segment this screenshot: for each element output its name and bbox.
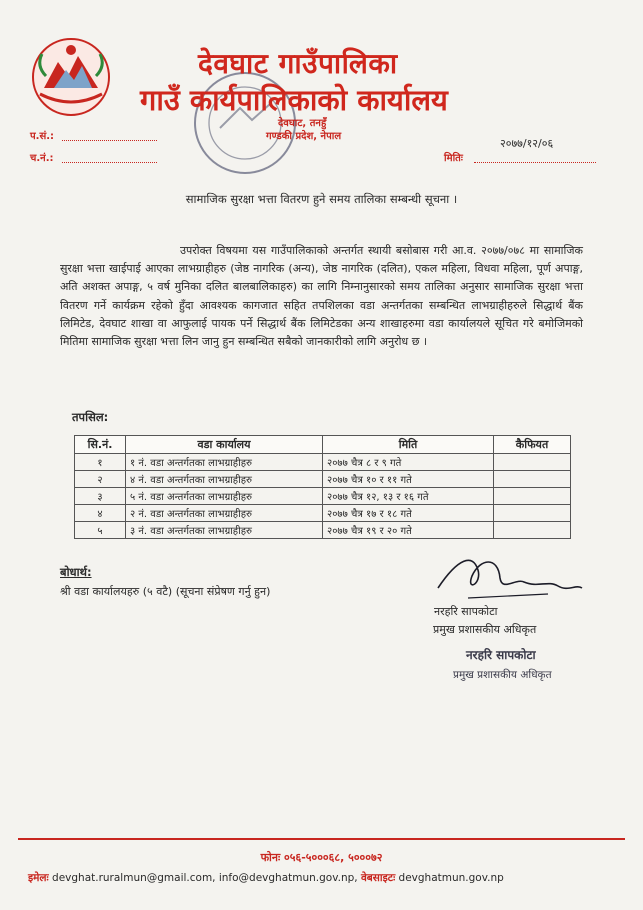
office-title-line1: देवघाट गाउँपालिका [198,47,398,80]
cell-serial: ५ [75,522,126,539]
cell-date: २०७७ चैत्र ८ र ९ गते [323,454,494,471]
nepal-emblem-logo [30,36,112,118]
table-row [75,471,571,488]
cell-serial: १ [75,454,126,471]
header-date: मिति [323,436,494,454]
header-ward-office: वडा कार्यालय [126,436,323,454]
address-line1: देवघाट, तनहुँ [278,118,327,129]
table-heading: तपसिल: [72,410,109,424]
handwritten-signature [428,548,588,606]
signatory-title: प्रमुख प्रशासकीय अधिकृत [433,623,537,636]
cell-ward: २ नं. वडा अन्तर्गतका लाभग्राहीहरु [126,505,323,522]
chalani-dotline [62,162,157,163]
header-serial: सि.नं. [75,436,126,454]
cell-ward: ५ नं. वडा अन्तर्गतका लाभग्राहीहरु [126,488,323,505]
cell-serial: २ [75,471,126,488]
footer-website: devghatmun.gov.np [398,872,504,884]
cell-ward: १ नं. वडा अन्तर्गतका लाभग्राहीहरु [126,454,323,471]
cell-ward: ३ नं. वडा अन्तर्गतका लाभग्राहीहरु [126,522,323,539]
office-title-line2: गाउँ कार्यपालिकाको कार्यालय [140,83,448,117]
body-paragraph-block [60,242,583,351]
cell-date: २०७७ चैत्र १९ र २० गते [323,522,494,539]
cell-serial: ४ [75,505,126,522]
cell-serial: ३ [75,488,126,505]
patra-sankhya-label: प.सं.: [30,131,55,142]
cell-remarks [494,488,571,505]
cell-remarks [494,471,571,488]
schedule-table [74,435,571,539]
body-paragraph: उपरोक्त विषयमा यस गाउँपालिकाको अन्तर्गत स्थायी बसोबास गरी आ.व. २०७७/०७८ मा सामाजिक सुरक्षा भत्ता खाईपाई आएका लाभग्राहीहरु (जेष्ठ नागरिक (अन्य), जेष्ठ नागरिक (दलित), एकल महिला, विधवा महिला, पूर्ण अपाङ्ग, अति अशक्त अपाङ्ग, ५ वर्ष मुनिका दलित बालबालिकाहरु) का लागि निम्नानुसारको समय तालिका अनुसार सामाजिक सुरक्षा भत्ता वितरण गर्ने कार्यक्रम रहेको हुँदा आवश्यक कागजात सहित तपशिलका वडा अन्तर्गतका सम्बन्धित लाभग्राहीहरुले सिद्धार्थ बैंक लिमिटेड, देवघाट शाखा वा आफुलाई पायक पर्ने सिद्धार्थ बैंक लिमिटेडका अन्य शाखाहरुमा वडा कार्यालयले सूचित गरे बमोजिमको मितिमा सामाजिक सुरक्षा भत्ता लिन जानु हुन सम्बन्धित सबैको जानकारीको लागि अनुरोध छ । [60,244,583,349]
bodhartha-heading: बोधार्थ: [60,565,92,579]
stamp-signatory-title: प्रमुख प्रशासकीय अधिकृत [453,669,552,681]
cell-date: २०७७ चैत्र १० र ११ गते [323,471,494,488]
stamp-signatory-name: नरहरि सापकोटा [466,648,536,662]
header-remarks: कैफियत [494,436,571,454]
cell-remarks [494,522,571,539]
table-header-row [75,436,571,454]
table-row [75,454,571,471]
footer-emails: devghat.ruralmun@gmail.com, info@devghatmun.gov.np, [52,872,358,884]
cell-ward: ४ नं. वडा अन्तर्गतका लाभग्राहीहरु [126,471,323,488]
letter-date: २०७७/१२/०६ [500,137,554,150]
miti-label: मितिः [444,153,463,164]
cell-remarks [494,454,571,471]
miti-dotline [474,162,596,163]
table-row [75,505,571,522]
table-row [75,522,571,539]
email-label: इमेलः [28,872,49,884]
cell-date: २०७७ चैत्र १७ र १८ गते [323,505,494,522]
cell-date: २०७७ चैत्र १२, १३ र १६ गते [323,488,494,505]
chalani-label: च.नं.: [30,153,54,164]
website-label: वेबसाइटः [360,872,396,884]
table-row [75,488,571,505]
notice-subject: सामाजिक सुरक्षा भत्ता वितरण हुने समय तालिका सम्बन्धी सूचना । [185,192,458,206]
bodhartha-line: श्री वडा कार्यालयहरु (५ वटै) (सूचना संप्रेषण गर्नु हुन) [60,585,271,598]
patra-sankhya-dotline [62,140,157,141]
footer-phone: फोनः ०५६-५०००६८, ५०००७२ [260,851,383,864]
footer-divider [18,838,625,840]
cell-remarks [494,505,571,522]
signatory-name: नरहरि सापकोटा [434,605,498,618]
address-line2: गण्डकी प्रदेश, नेपाल [266,131,342,142]
footer-contact [28,871,504,885]
